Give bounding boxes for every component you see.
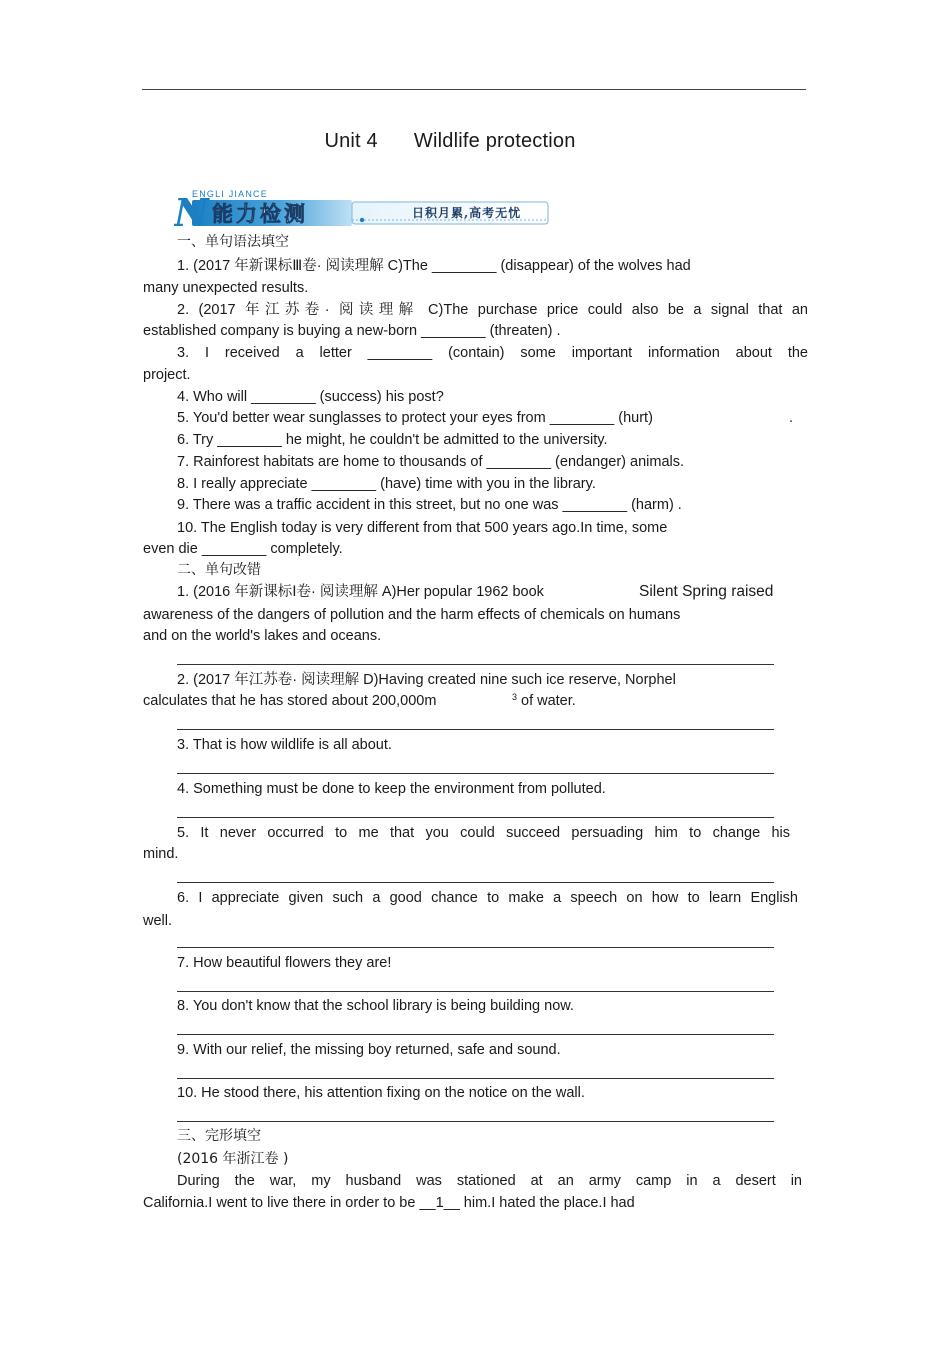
s2-item1-line2: awareness of the dangers of pollution and the harm effects of chemicals on humans bbox=[143, 607, 681, 623]
s2-item2-tail: of water. bbox=[521, 693, 576, 709]
s2-item6-line1: 6. I appreciate given such a good chance to make a speech on how to learn English bbox=[177, 890, 798, 906]
answer-line-2[interactable] bbox=[177, 729, 774, 730]
s1-item9: 9. There was a traffic accident in this street, but no one was ________ (harm) . bbox=[177, 497, 682, 513]
s2-item2-line2 bbox=[143, 692, 808, 710]
s3-passage-line1: During the war, my husband was stationed at an army camp in a desert in bbox=[177, 1173, 802, 1189]
unit-label: Unit 4 bbox=[324, 130, 378, 152]
banner-motto: 日积月累,高考无忧 bbox=[412, 206, 522, 220]
s1-item3-line1: 3. I received a letter ________ (contain) some important information about the bbox=[177, 345, 808, 361]
section-banner bbox=[174, 186, 552, 232]
s1-item1-line1: 1. (2017 年新课标Ⅲ卷· 阅读理解 C)The ________ (disappear) of the wolves had bbox=[177, 258, 691, 274]
banner-pinyin: ENGLI JIANCE bbox=[192, 189, 268, 199]
answer-line-1[interactable] bbox=[177, 664, 774, 665]
banner-graphic bbox=[174, 186, 552, 232]
answer-line-3[interactable] bbox=[177, 773, 774, 774]
answer-line-6[interactable] bbox=[177, 947, 774, 948]
header-rule bbox=[142, 89, 806, 90]
s2-item9: 9. With our relief, the missing boy returned, safe and sound. bbox=[177, 1042, 561, 1058]
s1-item4: 4. Who will ________ (success) his post? bbox=[177, 389, 444, 405]
s2-item5-line1: 5. It never occurred to me that you could succeed persuading him to change his bbox=[177, 825, 790, 841]
s1-item5-text: 5. You'd better wear sunglasses to protect your eyes from ________ (hurt) bbox=[177, 410, 653, 426]
s1-item10-line2: even die ________ completely. bbox=[143, 541, 343, 557]
s1-item2-line1: 2. (2017 年江苏卷· 阅读理解 C)The purchase price could also be a signal that an bbox=[177, 302, 808, 318]
unit-topic: Wildlife protection bbox=[413, 130, 576, 152]
page-title bbox=[0, 130, 900, 153]
banner-letter: N bbox=[174, 190, 209, 232]
s1-item7: 7. Rainforest habitats are home to thousands of ________ (endanger) animals. bbox=[177, 454, 685, 470]
answer-line-5[interactable] bbox=[177, 882, 774, 883]
s2-item3: 3. That is how wildlife is all about. bbox=[177, 737, 392, 753]
s2-item1-line3: and on the world's lakes and oceans. bbox=[143, 628, 382, 644]
s2-item1-line1 bbox=[177, 583, 808, 601]
s2-item10: 10. He stood there, his attention fixing on the notice on the wall. bbox=[177, 1085, 585, 1101]
section3-heading: 三、完形填空 bbox=[177, 1128, 261, 1144]
s2-item1-book: Silent Spring raised bbox=[639, 583, 774, 600]
s2-item7: 7. How beautiful flowers they are! bbox=[177, 955, 392, 971]
s1-item5: 5. You'd better wear sunglasses to protect your eyes from ________ (hurt) . bbox=[177, 410, 794, 426]
s1-item1-line2: many unexpected results. bbox=[143, 280, 309, 296]
s1-item2-line2: established company is buying a new-born ________ (threaten) . bbox=[143, 323, 561, 339]
s1-item10-line1: 10. The English today is very different from that 500 years ago.In time, some bbox=[177, 520, 668, 536]
s2-item6-line2: well. bbox=[143, 913, 173, 929]
section1-heading: 一、单句语法填空 bbox=[177, 234, 289, 250]
section2-heading: 二、单句改错 bbox=[177, 562, 261, 578]
s1-item6: 6. Try ________ he might, he couldn't be admitted to the university. bbox=[177, 432, 608, 448]
s2-item2-text: calculates that he has stored about 200,000m bbox=[143, 693, 437, 709]
answer-line-7[interactable] bbox=[177, 991, 774, 992]
s2-item2-exponent: 3 bbox=[512, 692, 518, 702]
s2-item2-line1: 2. (2017 年江苏卷· 阅读理解 D)Having created nine such ice reserve, Norphel bbox=[177, 672, 676, 688]
s2-item8: 8. You don't know that the school library is being building now. bbox=[177, 998, 574, 1014]
section3-source: (2016 年浙江卷 ) bbox=[177, 1151, 289, 1167]
banner-heading: 能力检测 bbox=[212, 202, 308, 226]
s2-item5-line2: mind. bbox=[143, 846, 179, 862]
s1-item3-line2: project. bbox=[143, 367, 191, 383]
s1-item8: 8. I really appreciate ________ (have) time with you in the library. bbox=[177, 476, 596, 492]
s2-item4: 4. Something must be done to keep the environment from polluted. bbox=[177, 781, 606, 797]
s3-passage-line2: California.I went to live there in order to be __1__ him.I hated the place.I had bbox=[143, 1195, 635, 1211]
s2-item1-source: 1. (2016 年新课标Ⅰ卷· 阅读理解 A)Her popular 1962 book bbox=[177, 584, 544, 600]
answer-line-4[interactable] bbox=[177, 817, 774, 818]
answer-line-9[interactable] bbox=[177, 1078, 774, 1079]
answer-line-8[interactable] bbox=[177, 1034, 774, 1035]
answer-line-10[interactable] bbox=[177, 1121, 774, 1122]
